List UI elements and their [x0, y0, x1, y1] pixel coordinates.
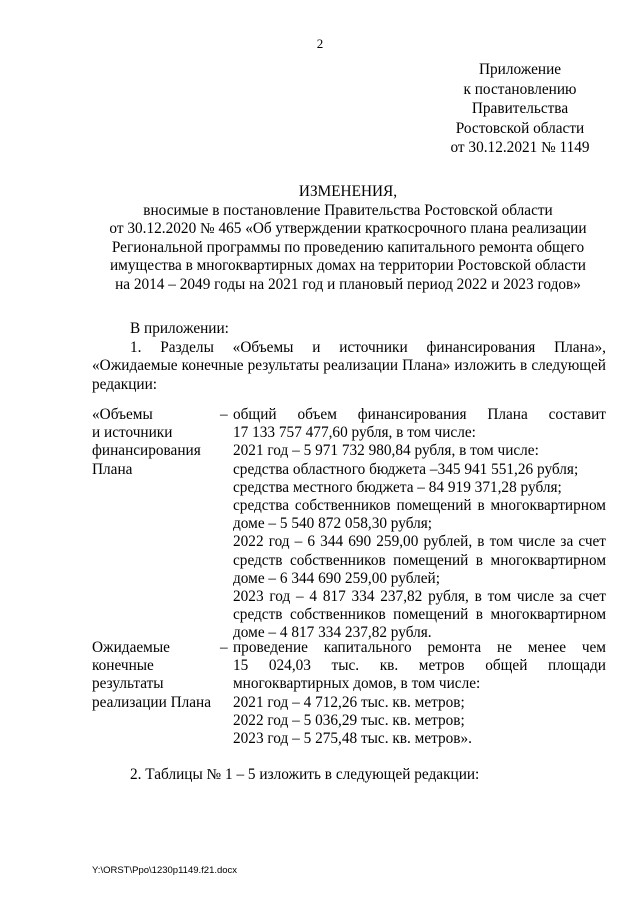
appendix-header — [440, 60, 600, 158]
title-line: от 30.12.2020 № 465 «Об утверждении краткосрочного плана реализации — [109, 220, 587, 238]
section-label — [92, 639, 220, 748]
label-line: результаты — [92, 675, 164, 693]
label-line: и источники — [92, 424, 173, 442]
content-line: 2022 год – 6 344 690 259,00 рублей, в том числе за счет — [233, 533, 606, 551]
label-line: Ожидаемые — [92, 639, 170, 656]
page-number: 2 — [316, 36, 324, 51]
content-line: 2022 год – 5 036,29 тыс. кв. метров; — [233, 711, 465, 729]
intro-block — [92, 320, 606, 394]
title-line: ИЗМЕНЕНИЯ, — [298, 183, 398, 200]
section-label — [92, 406, 220, 643]
item-2-text: 2. Таблицы № 1 – 5 изложить в следующей редакции: — [130, 766, 480, 783]
content-line: проведение капитального ремонта не менее чем — [233, 639, 606, 656]
label-line: реализации Плана — [92, 693, 212, 711]
content-line: доме – 4 817 334 237,82 рубля. — [233, 624, 432, 642]
intro-heading: В приложении: — [130, 320, 229, 337]
content-line: средств собственников помещений в многоквартирном — [233, 606, 606, 624]
content-line: общий объем финансирования Плана составит — [233, 406, 606, 423]
label-line: Плана — [92, 460, 133, 478]
content-line: 15 024,03 тыс. кв. метров общей площади — [233, 657, 606, 675]
content-line: доме – 5 540 872 058,30 рубля; — [233, 515, 433, 533]
section-results — [92, 639, 606, 748]
content-line: 2021 год – 5 971 732 980,84 рубля, в том числе: — [233, 442, 539, 460]
intro-paragraph-first-line: 1. Разделы «Объемы и источники финансирования Плана», — [130, 338, 606, 356]
label-line: финансирования — [92, 442, 201, 460]
title-line: вносимые в постановление Правительства Ростовской области — [143, 201, 553, 219]
section-dash: – — [220, 639, 228, 656]
label-line: конечные — [92, 657, 154, 675]
item-2-block — [92, 766, 606, 785]
content-line: 17 133 757 477,60 рубля, в том числе: — [233, 424, 476, 442]
document-title — [90, 183, 606, 295]
intro-paragraph-text: «Ожидаемые конечные результаты реализации Плана» изложить в следующей редакции: — [92, 357, 606, 393]
title-line: Региональной программы по проведению капитального ремонта общего — [111, 238, 585, 256]
appendix-line: к постановлению — [463, 80, 577, 98]
section-financing — [92, 406, 606, 643]
content-line: средства областного бюджета –345 941 551,26 рубля; — [233, 460, 579, 478]
section-dash: – — [220, 406, 228, 423]
content-line: средства местного бюджета – 84 919 371,28 рубля; — [233, 478, 562, 496]
content-line: доме – 6 344 690 259,00 рублей; — [233, 569, 440, 587]
label-line: «Объемы — [92, 406, 153, 423]
appendix-line: Правительства — [471, 100, 569, 117]
appendix-line: Приложение — [478, 61, 562, 78]
content-line: средств собственников помещений в многоквартирном — [233, 551, 606, 569]
content-line: средства собственников помещений в многоквартирном — [233, 497, 606, 515]
content-line: 2023 год – 5 275,48 тыс. кв. метров». — [233, 730, 472, 748]
content-line: многоквартирных домов, в том числе: — [233, 675, 481, 693]
section-content — [233, 406, 606, 643]
content-line: 2023 год – 4 817 334 237,82 рубля, в том числе за счет — [233, 588, 606, 606]
file-path-footer: Y:\ORST\Ppo\1230p1149.f21.docx — [92, 865, 238, 876]
intro-paragraph-rest — [92, 357, 606, 394]
section-content — [233, 639, 606, 748]
appendix-line: Ростовской области — [455, 119, 585, 137]
content-line: 2021 год – 4 712,26 тыс. кв. метров; — [233, 693, 465, 711]
title-line: на 2014 – 2049 годы на 2021 год и плановый период 2022 и 2023 годов» — [115, 275, 581, 293]
appendix-line: от 30.12.2021 № 1149 — [450, 139, 590, 156]
title-line: имущества в многоквартирных домах на территории Ростовской области — [110, 257, 586, 275]
